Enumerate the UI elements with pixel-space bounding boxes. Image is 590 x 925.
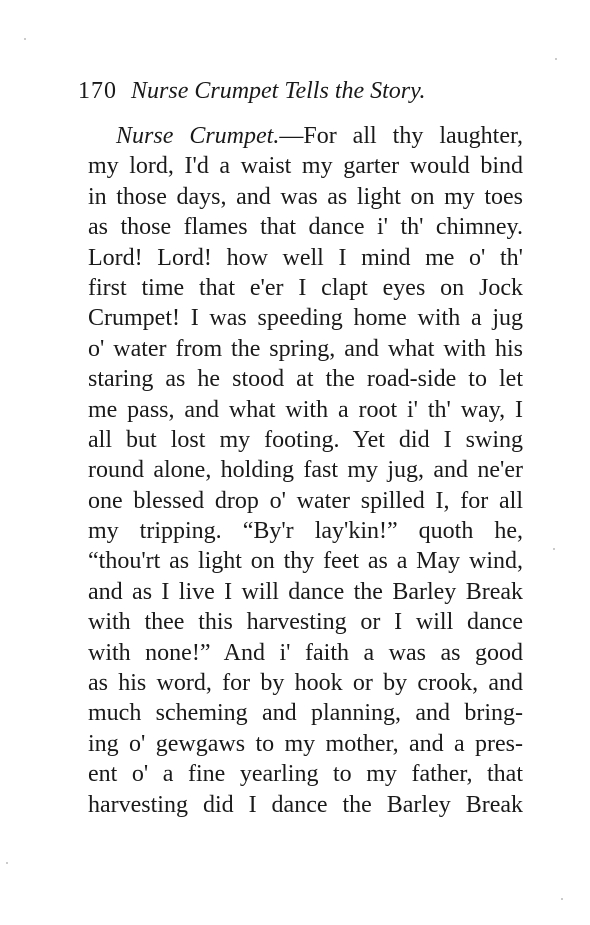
first-line-text: —For all thy laughter, [279, 123, 523, 149]
text-line [88, 121, 523, 151]
text-line: much scheming and planning, and bring- [88, 700, 523, 727]
text-line: Crumpet! I was speeding home with a jug [88, 305, 523, 332]
text-line: as those flames that dance i' th' chimney. [88, 214, 523, 241]
paper-speck [24, 38, 26, 40]
text-line: as his word, for by hook or by crook, and [88, 670, 523, 697]
text-line: in those days, and was as light on my toes [88, 183, 523, 210]
text-line: staring as he stood at the road-side to let [88, 366, 523, 393]
text-line: ent o' a fine yearling to my father, that [88, 761, 523, 788]
text-line: o' water from the spring, and what with his [88, 335, 523, 362]
text-line: Lord! Lord! how well I mind me o' th' [88, 244, 523, 271]
paper-speck [553, 548, 555, 550]
body-text [88, 121, 523, 820]
text-line: my tripping. “By'r lay'kin!” quoth he, [88, 518, 523, 545]
text-line: one blessed drop o' water spilled I, for all [88, 487, 523, 514]
text-line: first time that e'er I clapt eyes on Jock [88, 274, 523, 301]
text-line: harvesting did I dance the Barley Break [88, 791, 523, 818]
text-line: with none!” And i' faith a was as good [88, 639, 523, 666]
text-line: ing o' gewgaws to my mother, and a pres- [88, 730, 523, 757]
running-head [78, 76, 425, 106]
text-line: my lord, I'd a waist my garter would bind [88, 153, 523, 180]
page-number: 170 [78, 78, 117, 104]
paper-speck [561, 898, 563, 900]
text-line: “thou'rt as light on thy feet as a May wind, [88, 548, 523, 575]
speaker-name: Nurse Crumpet. [116, 123, 280, 149]
text-line: round alone, holding fast my jug, and ne'er [88, 457, 523, 484]
running-title: Nurse Crumpet Tells the Story. [131, 78, 426, 104]
text-line: me pass, and what with a root i' th' way, I [88, 396, 523, 423]
text-line: and as I live I will dance the Barley Break [88, 578, 523, 605]
paper-speck [555, 58, 557, 60]
text-line: all but lost my footing. Yet did I swing [88, 426, 523, 453]
text-line: with thee this harvesting or I will dance [88, 609, 523, 636]
paper-speck [6, 862, 8, 864]
